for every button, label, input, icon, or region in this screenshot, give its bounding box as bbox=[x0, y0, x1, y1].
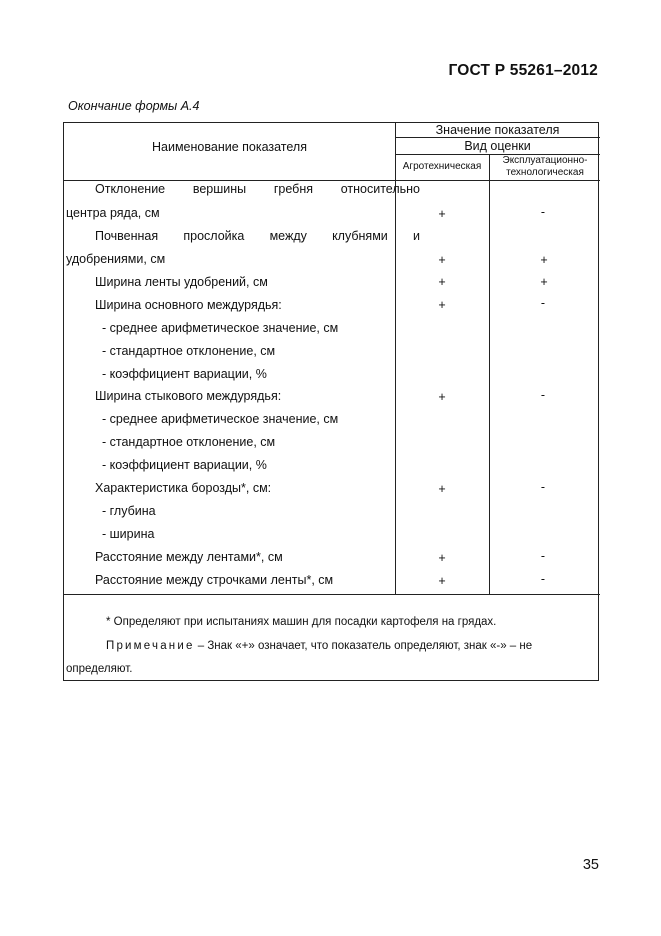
column-header-name: Наименование показателя bbox=[152, 140, 307, 154]
row-text-line2: центра ряда, см bbox=[66, 206, 160, 220]
column-header-operational-line2: технологическая bbox=[506, 167, 584, 178]
document-code: ГОСТ Р 55261–2012 bbox=[448, 62, 598, 79]
row-text: Характеристика борозды*, см: bbox=[95, 481, 272, 495]
word: и bbox=[412, 229, 420, 243]
word: прослойка bbox=[183, 229, 245, 243]
agro-mark: + bbox=[438, 574, 446, 588]
form-caption: Окончание формы А.4 bbox=[68, 99, 200, 113]
word: Отклонение bbox=[95, 182, 166, 196]
row-text: - стандартное отклонение, см bbox=[102, 435, 276, 449]
row-text-line2: удобрениями, см bbox=[66, 252, 166, 266]
row-text: Расстояние между строчками ленты*, см bbox=[95, 573, 334, 587]
body-bottom-line bbox=[64, 594, 600, 595]
agro-mark: + bbox=[438, 298, 446, 312]
word: Почвенная bbox=[95, 229, 159, 243]
row-text: Ширина стыкового междурядья: bbox=[95, 389, 282, 403]
agro-mark: + bbox=[438, 390, 446, 404]
expl-mark: - bbox=[540, 480, 546, 494]
page-number: 35 bbox=[582, 857, 599, 873]
row-text: Расстояние между лентами*, см bbox=[95, 550, 283, 564]
word: клубнями bbox=[332, 229, 388, 243]
note-label: Примечание bbox=[106, 640, 195, 652]
word: между bbox=[269, 229, 307, 243]
expl-mark: - bbox=[540, 205, 546, 219]
column-header-evaluation-type: Вид оценки bbox=[464, 139, 531, 153]
table-note bbox=[106, 640, 596, 652]
expl-mark: + bbox=[540, 253, 548, 267]
expl-mark: - bbox=[540, 388, 546, 402]
row-text-line1 bbox=[95, 182, 420, 196]
row-text: - коэффициент вариации, % bbox=[102, 458, 267, 472]
word: гребня bbox=[273, 182, 314, 196]
expl-mark: + bbox=[540, 275, 548, 289]
row-text: Ширина основного междурядья: bbox=[95, 298, 282, 312]
row-text: - стандартное отклонение, см bbox=[102, 344, 276, 358]
column-divider-values bbox=[489, 154, 490, 594]
table-footnote: * Определяют при испытаниях машин для посадки картофеля на грядах. bbox=[106, 616, 497, 628]
expl-mark: - bbox=[540, 296, 546, 310]
value-header-underline bbox=[395, 137, 600, 138]
row-text: - среднее арифметическое значение, см bbox=[102, 412, 339, 426]
agro-mark: + bbox=[438, 551, 446, 565]
row-text: Ширина ленты удобрений, см bbox=[95, 275, 268, 289]
indicator-table bbox=[63, 122, 599, 681]
row-text: - ширина bbox=[102, 527, 155, 541]
row-text: - глубина bbox=[102, 504, 156, 518]
column-header-value: Значение показателя bbox=[435, 123, 560, 137]
note-text: – Знак «+» означает, что показатель определяют, знак «-» – не bbox=[194, 640, 533, 652]
agro-mark: + bbox=[438, 253, 446, 267]
column-header-agrotechnical: Агротехническая bbox=[402, 161, 482, 172]
expl-mark: - bbox=[540, 572, 546, 586]
word: вершины bbox=[192, 182, 247, 196]
agro-mark: + bbox=[438, 482, 446, 496]
expl-mark: - bbox=[540, 549, 546, 563]
agro-mark: + bbox=[438, 275, 446, 289]
column-header-operational-line1: Эксплуатационно- bbox=[502, 155, 588, 166]
agro-mark: + bbox=[438, 207, 446, 221]
table-note-continuation: определяют. bbox=[66, 663, 133, 675]
row-text: - коэффициент вариации, % bbox=[102, 367, 267, 381]
word: относительно bbox=[340, 182, 420, 196]
row-text: - среднее арифметическое значение, см bbox=[102, 321, 339, 335]
header-bottom-line bbox=[64, 180, 600, 181]
row-text-line1 bbox=[95, 229, 420, 243]
